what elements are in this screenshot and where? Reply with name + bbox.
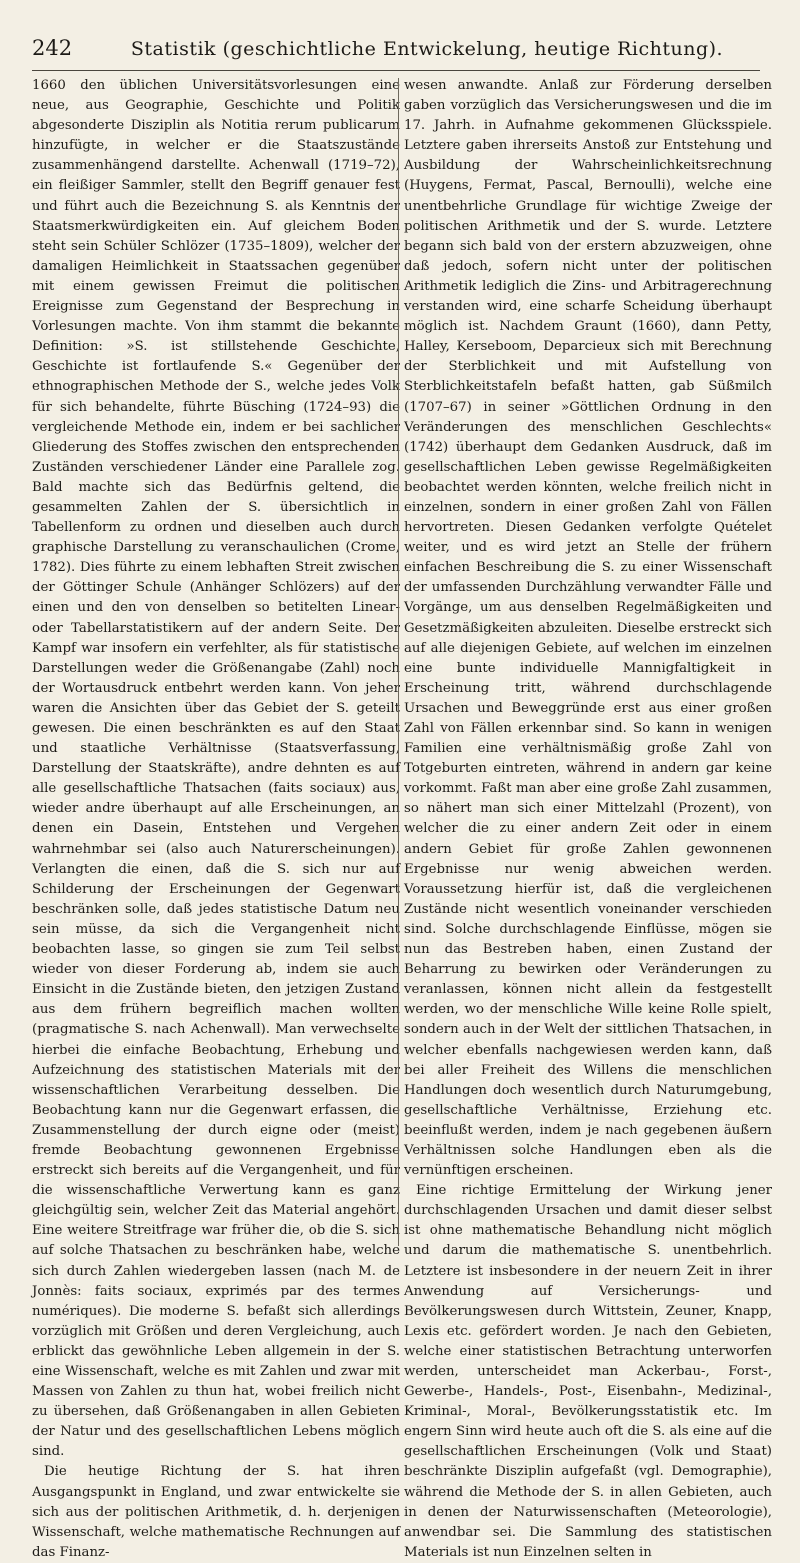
left-paragraph-1: 1660 den üblichen Universitätsvorlesungen eine neue, aus Geographie, Geschichte und Politik abgesonderte Disziplin als Notitia rerum publicarum hinzufügte, in welcher er die Staatszustände zusammenhängend darstellte. Achenwall (1719–72), ein fleißiger Sammler, stellt den Begriff genauer fest und führt auch die Bezeichnung S. als Kenntnis der Staatsmerkwürdigkeiten ein. Auf gleichem Boden steht sein Schüler Schlözer (1735–1809), welcher der damaligen Heimlichkeit in Staatssachen gegenüber mit einem gewissen Freimut die politischen Ereignisse zum Gegenstand der Besprechung in Vorlesungen machte. Von ihm stammt die bekannte Definition: »S. ist stillstehende Geschichte, Geschichte ist fortlaufende S.« Gegenüber der ethnographischen Methode der S., welche jedes Volk für sich behandelte, führte Büsching (1724–93) die vergleichende Methode ein, indem er bei sachlicher Gliederung des Stoffes zwischen den entsprechenden Zuständen verschiedener Länder eine Parallele zog. Bald machte sich das Bedürfnis geltend, die gesammelten Zahlen der S. übersichtlich in Tabellenform zu ordnen und dieselben auch durch graphische Darstellung zu veranschaulichen (Crome, 1782). Dies führte zu einem lebhaften Streit zwischen der Göttinger Schule (Anhänger Schlözers) auf der einen und den von denselben so betitelten Linear- oder Tabellarstatistikern auf der andern Seite. Der Kampf war insofern ein verfehlter, als für statistische Darstellungen weder die Größenangabe (Zahl) noch der Wortausdruck entbehrt werden kann. Von jeher waren die Ansichten über das Gebiet der S. geteilt gewesen. Die einen beschränkten es auf den Staat und staatliche Verhältnisse (Staatsverfassung, Darstellung der Staatskräfte), andre dehnten es auf alle gesellschaftliche Thatsachen (faits sociaux) aus, wieder andre überhaupt auf alle Erscheinungen, an denen ein Dasein, Entstehen und Vergehen wahrnehmbar sei (also auch Naturerscheinungen). Verlangten die einen, daß die S. sich nur auf Schilderung der Erscheinungen der Gegenwart beschränken solle, daß jedes statistische Datum neu sein müsse, da sich die Vergangenheit nicht beobachten lasse, so gingen sie zum Teil selbst wieder von dieser Forderung ab, indem sie auch Einsicht in die Zustände bieten, den jetzigen Zustand aus dem frühern begreiflich machen wollten (pragmatische S. nach Achenwall). Man verwechselte hierbei die einfache Beobachtung, Erhebung und Aufzeichnung des statistischen Materials mit der wissenschaftlichen Verarbeitung desselben. Die Beobachtung kann nur die Gegenwart erfassen, die Zusammenstellung der durch eigne oder (meist) fremde Beobachtung gewonnenen Ergebnisse erstreckt sich bereits auf die Vergangenheit, und für die wissenschaftliche Verwertung kann es ganz gleichgültig sein, welcher Zeit das Material angehört. Eine weitere Streitfrage war früher die, ob die S. sich auf solche Thatsachen zu beschränken habe, welche sich durch Zahlen wiedergeben lassen (nach M. de Jonnès: faits sociaux, exprimés par des termes numériques). Die moderne S. befaßt sich allerdings vorzüglich mit Größen und deren Vergleichung, auch erblickt das gewöhnliche Leben allgemein in der S. eine Wissenschaft, welche es mit Zahlen und zwar mit Massen von Zahlen zu thun hat, wobei freilich nicht zu übersehen, daß Größenangaben in allen Gebieten der Natur und des gesellschaftlichen Lebens möglich sind. — [32, 78, 400, 1460]
page-number: 242 — [32, 36, 73, 60]
left-paragraph-2: Die heutige Richtung der S. hat ihren Ausgangspunkt in England, und zwar entwickelte sie sich aus der politischen Arithmetik, d. h. derjenigen Wissenschaft, welche mathematische Rechnungen auf das Finanz- — [32, 1464, 400, 1560]
left-column — [32, 76, 400, 1560]
running-title: Statistik (geschichtliche Entwickelung, heutige Richtung). — [130, 38, 724, 60]
right-paragraph-2: Eine richtige Ermittelung der Wirkung jener durchschlagenden Ursachen und damit dieser selbst ist ohne mathematische Behandlung nicht möglich und darum die mathematische S. unentbehrlich. Letztere ist insbesondere in der neuern Zeit in ihrer Anwendung auf Versicherungs- und Bevölkerungswesen durch Wittstein, Zeuner, Knapp, Lexis etc. gefördert worden. Je nach den Gebieten, welche einer statistischen Betrachtung unterworfen werden, unterscheidet man Ackerbau-, Forst-, Gewerbe-, Handels-, Post-, Eisenbahn-, Medizinal-, Kriminal-, Moral-, Bevölkerungsstatistik etc. Im engern Sinn wird heute auch oft die S. als eine auf die gesellschaftlichen Erscheinungen (Volk und Staat) beschränkte Disziplin aufgefaßt (vgl. Demographie), während die Methode der S. in allen Gebieten, auch in denen der Naturwissenschaften (Meteorologie), anwendbar sei. Die Sammlung des statistischen Materials ist nun Einzelnen selten in — [404, 1183, 772, 1560]
right-paragraph-1: wesen anwandte. Anlaß zur Förderung derselben gaben vorzüglich das Versicherungswesen und die im 17. Jahrh. in Aufnahme gekommenen Glücksspiele. Letztere gaben ihrerseits Anstoß zur Entstehung und Ausbildung der Wahrscheinlichkeitsrechnung (Huygens, Fermat, Pascal, Bernoulli), welche eine unentbehrliche Grundlage für wichtige Zweige der politischen Arithmetik und der S. wurde. Letztere begann sich bald von der erstern abzuzweigen, ohne daß jedoch, sofern nicht unter der politischen Arithmetik lediglich die Zins- und Arbitragerechnung verstanden wird, eine scharfe Scheidung überhaupt möglich ist. Nachdem Graunt (1660), dann Petty, Halley, Kerseboom, Deparcieux sich mit Berechnung der Sterblichkeit und mit Aufstellung von Sterblichkeitstafeln befaßt hatten, gab Süßmilch (1707–67) in seiner »Göttlichen Ordnung in den Veränderungen des menschlichen Geschlechts« (1742) überhaupt dem Gedanken Ausdruck, daß im gesellschaftlichen Leben gewisse Regelmäßigkeiten beobachtet werden könnten, welche freilich nicht in einzelnen, sondern in einer großen Zahl von Fällen hervortreten. Diesen Gedanken verfolgte Quételet weiter, und es wird jetzt an Stelle der frühern einfachen Beschreibung die S. zu einer Wissenschaft der umfassenden Durchzählung verwandter Fälle und Vorgänge, um aus denselben Regelmäßigkeiten und Gesetzmäßigkeiten abzuleiten. Dieselbe erstreckt sich auf alle diejenigen Gebiete, auf welchen im einzelnen eine bunte individuelle Mannigfaltigkeit in Erscheinung tritt, während durchschlagende Ursachen und Beweggründe erst aus einer großen Zahl von Fällen erkennbar sind. So kann in wenigen Familien eine verhältnismäßig große Zahl von Totgeburten eintreten, während in andern gar keine vorkommt. Faßt man aber eine große Zahl zusammen, so nähert man sich einer Mittelzahl (Prozent), von welcher die zu einer andern Zeit oder in einem andern Gebiet für große Zahlen gewonnenen Ergebnisse nur wenig abweichen werden. Voraussetzung hierfür ist, daß die vergleichenen Zustände nicht wesentlich voneinander verschieden sind. Solche durchschlagende Einflüsse, mögen sie nun das Bestreben haben, einen Zustand der Beharrung zu bewirken oder Veränderungen zu veranlassen, können nicht allein da festgestellt werden, wo der menschliche Wille keine Rolle spielt, sondern auch in der Welt der sittlichen Thatsachen, in welcher ebenfalls nachgewiesen werden kann, daß bei aller Freiheit des Willens die menschlichen Handlungen doch wesentlich durch Naturumgebung, gesellschaftliche Verhältnisse, Erziehung etc. beeinflußt werden, indem je nach gegebenen äußern Verhältnissen solche Handlungen eben als die vernünftigen erscheinen. — [404, 78, 772, 1179]
right-column — [404, 76, 772, 1560]
page-header — [32, 36, 760, 70]
column-divider — [398, 78, 399, 1246]
header-rule — [32, 70, 760, 71]
